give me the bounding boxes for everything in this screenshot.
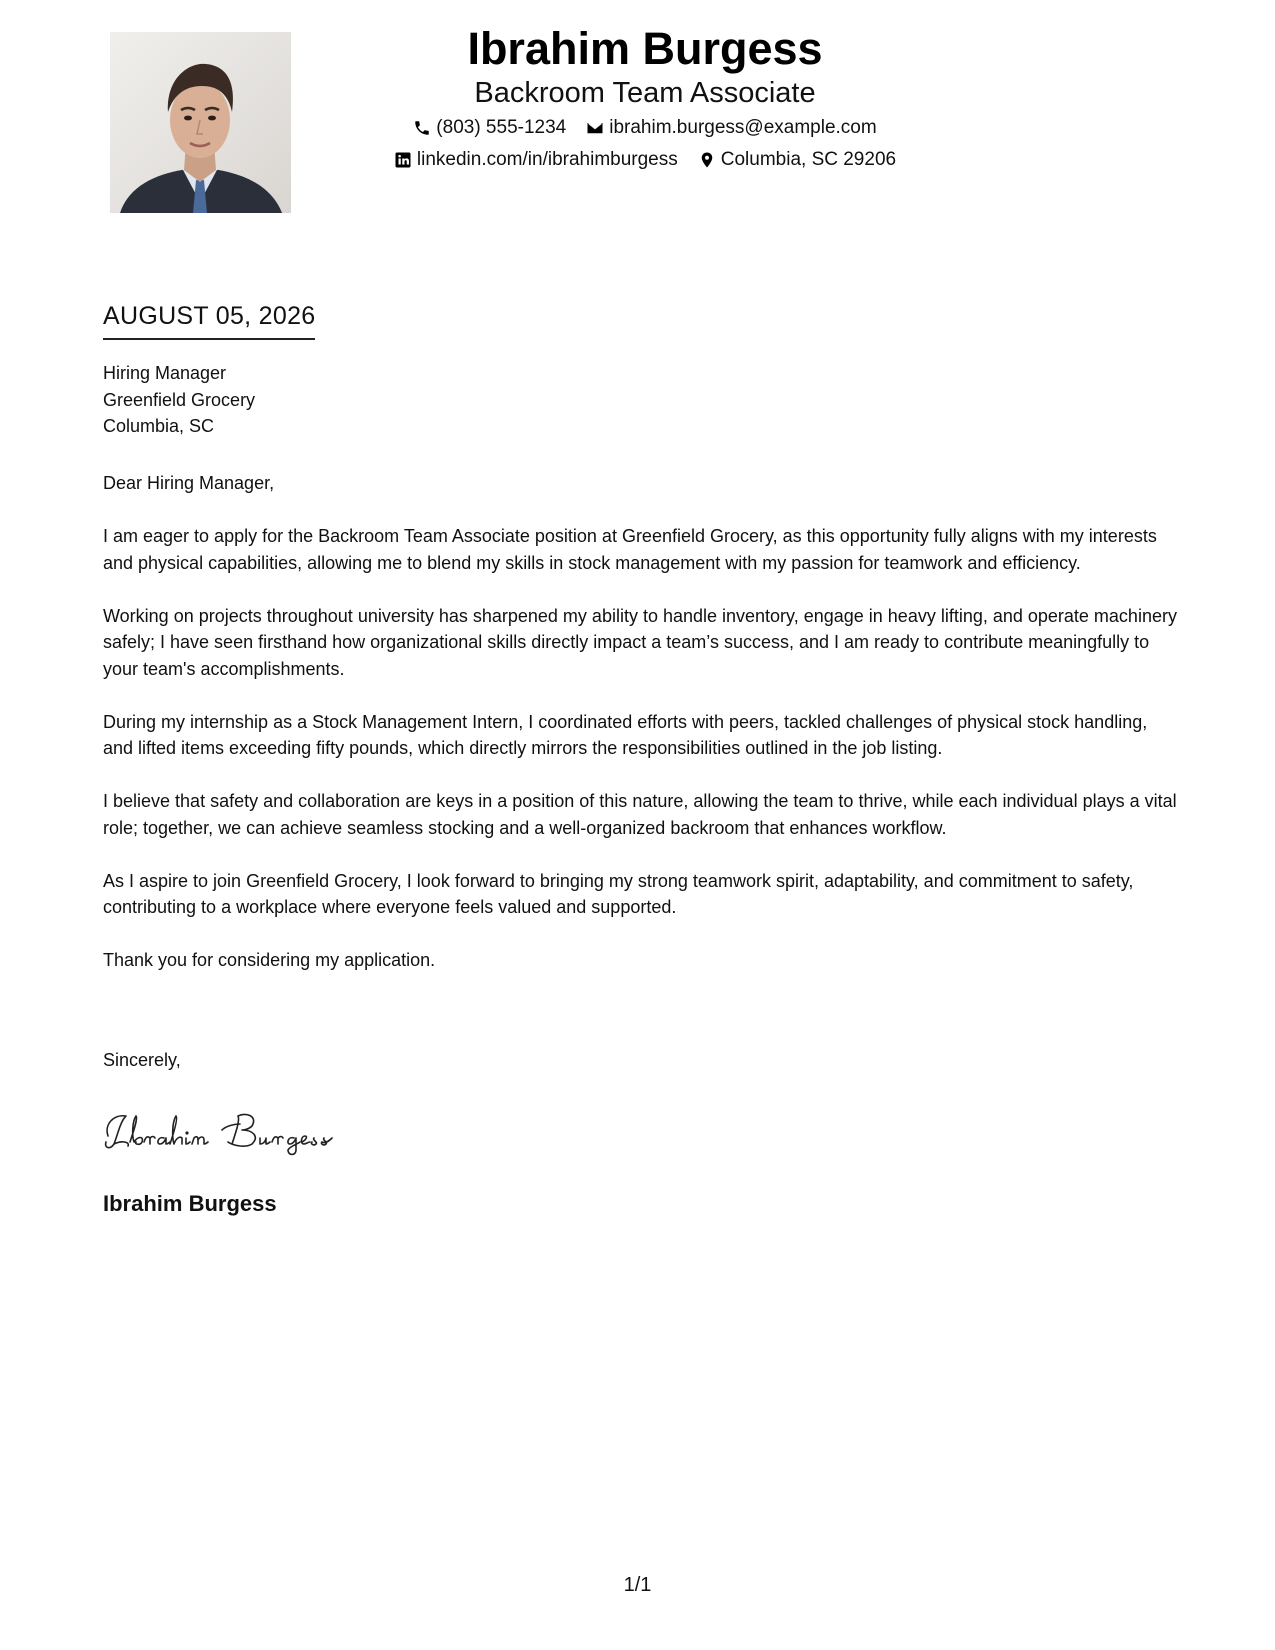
page-number: 1/1 — [623, 1574, 652, 1596]
applicant-name: Ibrahim Burgess — [467, 23, 823, 74]
recipient-block — [103, 360, 255, 440]
envelope-icon — [586, 119, 604, 137]
phone-icon — [413, 119, 431, 137]
map-marker-icon — [698, 151, 716, 169]
location-contact — [698, 148, 896, 172]
body-paragraph: I believe that safety and collaboration are keys in a position of this nature, allowing the team to thrive, while each individual plays a vital role; together, we can achieve seamless stocking and a well-organized backroom that enhances workflow. — [103, 791, 1177, 838]
letter-date: AUGUST 05, 2026 — [103, 300, 315, 340]
letter-header — [330, 22, 960, 172]
closing: Sincerely, — [103, 1050, 181, 1070]
recipient-name: Hiring Manager — [103, 363, 227, 383]
contact-row-2 — [330, 148, 960, 172]
linkedin-text: linkedin.com/in/ibrahimburgess — [416, 149, 678, 170]
contact-row-1 — [330, 116, 960, 140]
letter-body — [103, 470, 1178, 1000]
linkedin-icon — [394, 151, 412, 169]
email-contact[interactable] — [586, 116, 876, 140]
body-paragraph: During my internship as a Stock Management Intern, I coordinated efforts with peers, tackled challenges of physical stock handling, and lifted items exceeding fifty pounds, which directly mirrors the responsibilities outlined in the job listing. — [103, 711, 1148, 758]
job-title: Backroom Team Associate — [474, 77, 816, 109]
email-text: ibrahim.burgess@example.com — [609, 117, 877, 138]
body-paragraph: Thank you for considering my application. — [103, 950, 436, 970]
phone-contact[interactable] — [413, 116, 566, 140]
recipient-company: Greenfield Grocery — [103, 389, 256, 410]
phone-text: (803) 555-1234 — [436, 117, 567, 138]
body-paragraph: I am eager to apply for the Backroom Team Associate position at Greenfield Grocery, as this opportunity fully aligns with my interests and physical capabilities, allowing me to blend my skills in stock management with my passion for teamwork and efficiency. — [103, 526, 1157, 573]
recipient-location: Columbia, SC — [103, 416, 215, 436]
body-paragraph: Working on projects throughout university has sharpened my ability to handle inventory, engage in heavy lifting, and operate machinery safely; I have seen firsthand how organizational skills directly impact a team’s success, and I am ready to contribute meaningfully to your team's accomplishments. — [103, 605, 1177, 679]
salutation: Dear Hiring Manager, — [103, 473, 275, 493]
signer-name: Ibrahim Burgess — [103, 1191, 277, 1216]
linkedin-contact[interactable] — [394, 148, 678, 172]
location-text: Columbia, SC 29206 — [720, 149, 897, 170]
body-paragraph: As I aspire to join Greenfield Grocery, I look forward to bringing my strong teamwork spirit, adaptability, and commitment to safety, contributing to a workplace where everyone feels valued and supported. — [103, 870, 1134, 917]
handwritten-signature — [100, 1100, 370, 1160]
profile-photo — [110, 32, 291, 213]
